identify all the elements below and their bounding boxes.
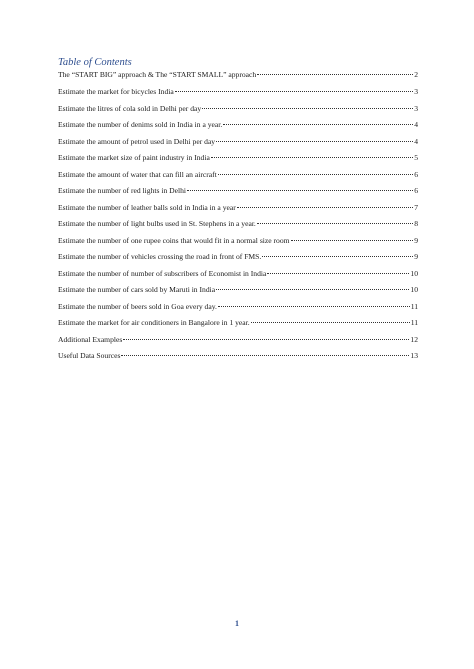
toc-entry-text: Estimate the number of denims sold in India in a year. [58, 120, 223, 129]
toc-dot-leader [257, 223, 413, 224]
toc-entry[interactable] [58, 350, 418, 367]
toc-entry-text: Estimate the number of vehicles crossing the road in front of FMS. [58, 252, 262, 261]
toc-dot-leader [223, 124, 413, 125]
toc-entry[interactable] [58, 218, 418, 235]
toc-entry-text: Estimate the market for air conditioners in Bangalore in 1 year. [58, 318, 250, 327]
toc-entry-text: Estimate the number of number of subscribers of Economist in India [58, 268, 267, 278]
toc-entry-page: 2 [414, 70, 418, 79]
toc-entry[interactable] [58, 284, 418, 301]
toc-entry[interactable] [58, 317, 418, 334]
toc-entry-text: Useful Data Sources [58, 351, 121, 360]
toc-entry[interactable] [58, 119, 418, 136]
toc-entry[interactable] [58, 136, 418, 153]
toc-entry-page: 3 [414, 87, 418, 96]
toc-list [58, 69, 418, 367]
toc-entry-page: 9 [414, 235, 418, 245]
toc-entry-text: Estimate the amount of water that can fill an aircraft [58, 169, 217, 179]
toc-entry[interactable] [58, 301, 418, 318]
toc-entry-page: 5 [414, 153, 418, 162]
toc-dot-leader [216, 141, 413, 142]
toc-entry-page: 12 [410, 334, 418, 344]
toc-dot-leader [216, 289, 409, 290]
toc-title: Table of Contents [58, 57, 132, 68]
toc-entry-page: 3 [414, 103, 418, 113]
toc-entry[interactable] [58, 202, 418, 219]
toc-entry[interactable] [58, 235, 418, 252]
toc-entry-text: Estimate the number of cars sold by Maruti in India [58, 285, 216, 294]
toc-entry-text: Estimate the number of leather balls sold in India in a year [58, 202, 236, 212]
toc-entry[interactable] [58, 152, 418, 169]
toc-entry-text: Estimate the market for bicycles India [58, 87, 174, 96]
toc-dot-leader [187, 190, 413, 191]
toc-entry[interactable] [58, 334, 418, 351]
toc-dot-leader [218, 174, 413, 175]
toc-entry-text: The “START BIG” approach & The “START SMALL” approach [58, 70, 257, 79]
toc-dot-leader [121, 355, 409, 356]
toc-entry-page: 9 [414, 252, 418, 261]
toc-entry[interactable] [58, 185, 418, 202]
toc-dot-leader [267, 273, 409, 274]
toc-entry-page: 4 [414, 136, 418, 146]
toc-entry-text: Estimate the market size of paint industry in India [58, 153, 210, 162]
toc-entry[interactable] [58, 86, 418, 103]
toc-entry-text: Estimate the number of light bulbs used in St. Stephens in a year. [58, 219, 256, 228]
toc-entry-page: 11 [410, 318, 418, 327]
toc-entry-page: 11 [410, 301, 418, 311]
toc-dot-leader [218, 306, 410, 307]
toc-dot-leader [175, 91, 413, 92]
toc-entry-page: 6 [414, 186, 418, 195]
toc-entry-text: Additional Examples [58, 334, 123, 344]
toc-entry[interactable] [58, 103, 418, 120]
toc-entry-page: 13 [410, 351, 418, 360]
toc-entry-page: 10 [410, 285, 418, 294]
toc-entry-page: 6 [414, 169, 418, 179]
toc-entry-page: 8 [414, 219, 418, 228]
toc-entry-text: Estimate the number of beers sold in Goa every day. [58, 301, 217, 311]
toc-entry[interactable] [58, 169, 418, 186]
toc-entry[interactable] [58, 69, 418, 86]
toc-dot-leader [251, 322, 410, 323]
toc-entry-text: Estimate the amount of petrol used in Delhi per day [58, 136, 216, 146]
toc-dot-leader [237, 207, 413, 208]
toc-entry-page: 10 [410, 268, 418, 278]
toc-dot-leader [123, 339, 409, 340]
toc-entry-text: Estimate the litres of cola sold in Delhi per day [58, 103, 202, 113]
toc-entry-text: Estimate the number of red lights in Delhi [58, 186, 187, 195]
page-number: 1 [235, 619, 239, 628]
toc-entry[interactable] [58, 268, 418, 285]
toc-dot-leader [211, 157, 413, 158]
toc-entry[interactable] [58, 251, 418, 268]
toc-entry-page: 4 [414, 120, 418, 129]
toc-entry-text: Estimate the number of one rupee coins that would fit in a normal size room [58, 235, 290, 245]
toc-dot-leader [262, 256, 413, 257]
toc-dot-leader [257, 74, 413, 75]
toc-entry-page: 7 [414, 202, 418, 212]
toc-dot-leader [291, 240, 414, 241]
toc-dot-leader [202, 108, 413, 109]
